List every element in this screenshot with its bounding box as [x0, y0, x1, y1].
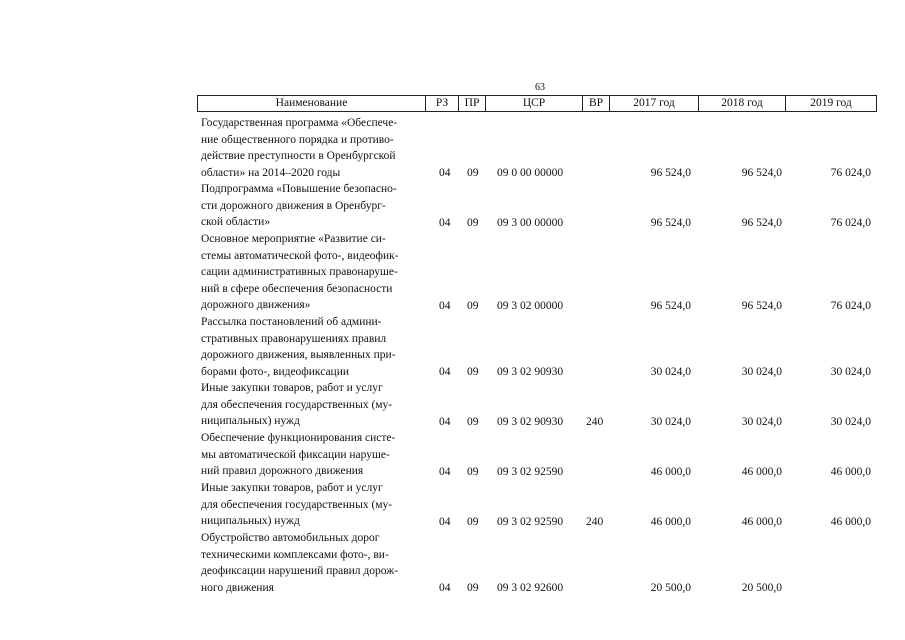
- row-pr: 09: [467, 299, 479, 312]
- col-header-csr: ЦСР: [522, 97, 546, 109]
- row-2017-value: 30 024,0: [650, 365, 691, 378]
- page-number: 63: [535, 82, 545, 93]
- row-pr: 09: [467, 581, 479, 594]
- row-name: Государственная программа «Обеспече- ние общественного порядка и противо- действие преступности в Оренбургской области» на 2014–2020 годы: [201, 117, 398, 179]
- row-2017-value: 96 524,0: [650, 166, 691, 179]
- table-header: [197, 95, 877, 112]
- row-name: Подпрограмма «Повышение безопасно- сти дорожного движения в Оренбург- ской области»: [201, 183, 397, 228]
- row-2017-value: 30 024,0: [650, 415, 691, 428]
- col-header-2017: 2017 год: [633, 97, 675, 109]
- col-header-vr: ВР: [588, 97, 604, 109]
- row-rz: 04: [439, 299, 451, 312]
- table-row: [201, 231, 881, 314]
- row-pr: 09: [467, 216, 479, 229]
- row-csr: 09 3 02 90930: [497, 415, 564, 428]
- row-2019-value: 46 000,0: [830, 515, 871, 528]
- table-row: [201, 314, 881, 380]
- row-2017-value: 46 000,0: [650, 515, 691, 528]
- row-name: Основное мероприятие «Развитие си- стемы автоматической фото-, видеофик- сации административных правонаруше- ний в сфере обеспечения безопасности дорожного движения»: [201, 233, 399, 311]
- row-2019-value: 76 024,0: [830, 166, 871, 179]
- table-row: [201, 115, 881, 181]
- row-2019-value: 46 000,0: [830, 465, 871, 478]
- col-header-2019: 2019 год: [810, 97, 852, 109]
- row-csr: 09 3 00 00000: [497, 216, 564, 229]
- row-csr: 09 3 02 90930: [497, 365, 564, 378]
- row-csr: 09 3 02 92590: [497, 465, 564, 478]
- row-csr: 09 3 02 92600: [497, 581, 564, 594]
- table-row: [201, 181, 881, 231]
- row-rz: 04: [439, 365, 451, 378]
- row-pr: 09: [467, 465, 479, 478]
- row-2019-value: 30 024,0: [830, 415, 871, 428]
- col-header-2018: 2018 год: [721, 97, 763, 109]
- row-pr: 09: [467, 515, 479, 528]
- row-rz: 04: [439, 581, 451, 594]
- row-csr: 09 3 02 92590: [497, 515, 564, 528]
- row-2019-value: 76 024,0: [830, 299, 871, 312]
- row-2018-value: 96 524,0: [741, 166, 782, 179]
- row-2017-value: 96 524,0: [650, 299, 691, 312]
- table-row: [201, 430, 881, 480]
- table-row: [201, 480, 881, 530]
- row-name: Иные закупки товаров, работ и услуг для обеспечения государственных (му- ниципальных) нужд: [201, 482, 393, 527]
- row-rz: 04: [439, 216, 451, 229]
- row-csr: 09 3 02 00000: [497, 299, 564, 312]
- row-2017-value: 46 000,0: [650, 465, 691, 478]
- row-2017-value: 96 524,0: [650, 216, 691, 229]
- row-2018-value: 96 524,0: [741, 216, 782, 229]
- row-name: Рассылка постановлений об админи- стративных правонарушениях правил дорожного движения, выявленных при- борами фото-, видеофиксации: [201, 316, 396, 378]
- row-name: Обеспечение функционирования систе- мы автоматической фиксации наруше- ний правил дорожного движения: [201, 432, 396, 477]
- row-2019-value: 76 024,0: [830, 216, 871, 229]
- row-csr: 09 0 00 00000: [497, 166, 564, 179]
- row-pr: 09: [467, 415, 479, 428]
- col-header-pr: ПР: [464, 97, 480, 109]
- table-row: [201, 530, 881, 596]
- row-rz: 04: [439, 166, 451, 179]
- row-2018-value: 30 024,0: [741, 415, 782, 428]
- col-header-name: Наименование: [275, 97, 348, 109]
- col-header-rz: РЗ: [435, 97, 449, 109]
- row-2018-value: 20 500,0: [741, 581, 782, 594]
- row-2019-value: 30 024,0: [830, 365, 871, 378]
- row-pr: 09: [467, 166, 479, 179]
- row-2018-value: 96 524,0: [741, 299, 782, 312]
- row-2017-value: 20 500,0: [650, 581, 691, 594]
- table-row: [201, 380, 881, 430]
- row-rz: 04: [439, 465, 451, 478]
- row-2018-value: 46 000,0: [741, 515, 782, 528]
- row-pr: 09: [467, 365, 479, 378]
- row-name: Обустройство автомобильных дорог техническими комплексами фото-, ви- деофиксации нарушений правил дорож- ного движения: [201, 532, 398, 594]
- row-2018-value: 46 000,0: [741, 465, 782, 478]
- row-vr: 240: [586, 415, 604, 428]
- row-rz: 04: [439, 515, 451, 528]
- row-2018-value: 30 024,0: [741, 365, 782, 378]
- row-name: Иные закупки товаров, работ и услуг для обеспечения государственных (му- ниципальных) нужд: [201, 382, 393, 427]
- row-rz: 04: [439, 415, 451, 428]
- row-vr: 240: [586, 515, 604, 528]
